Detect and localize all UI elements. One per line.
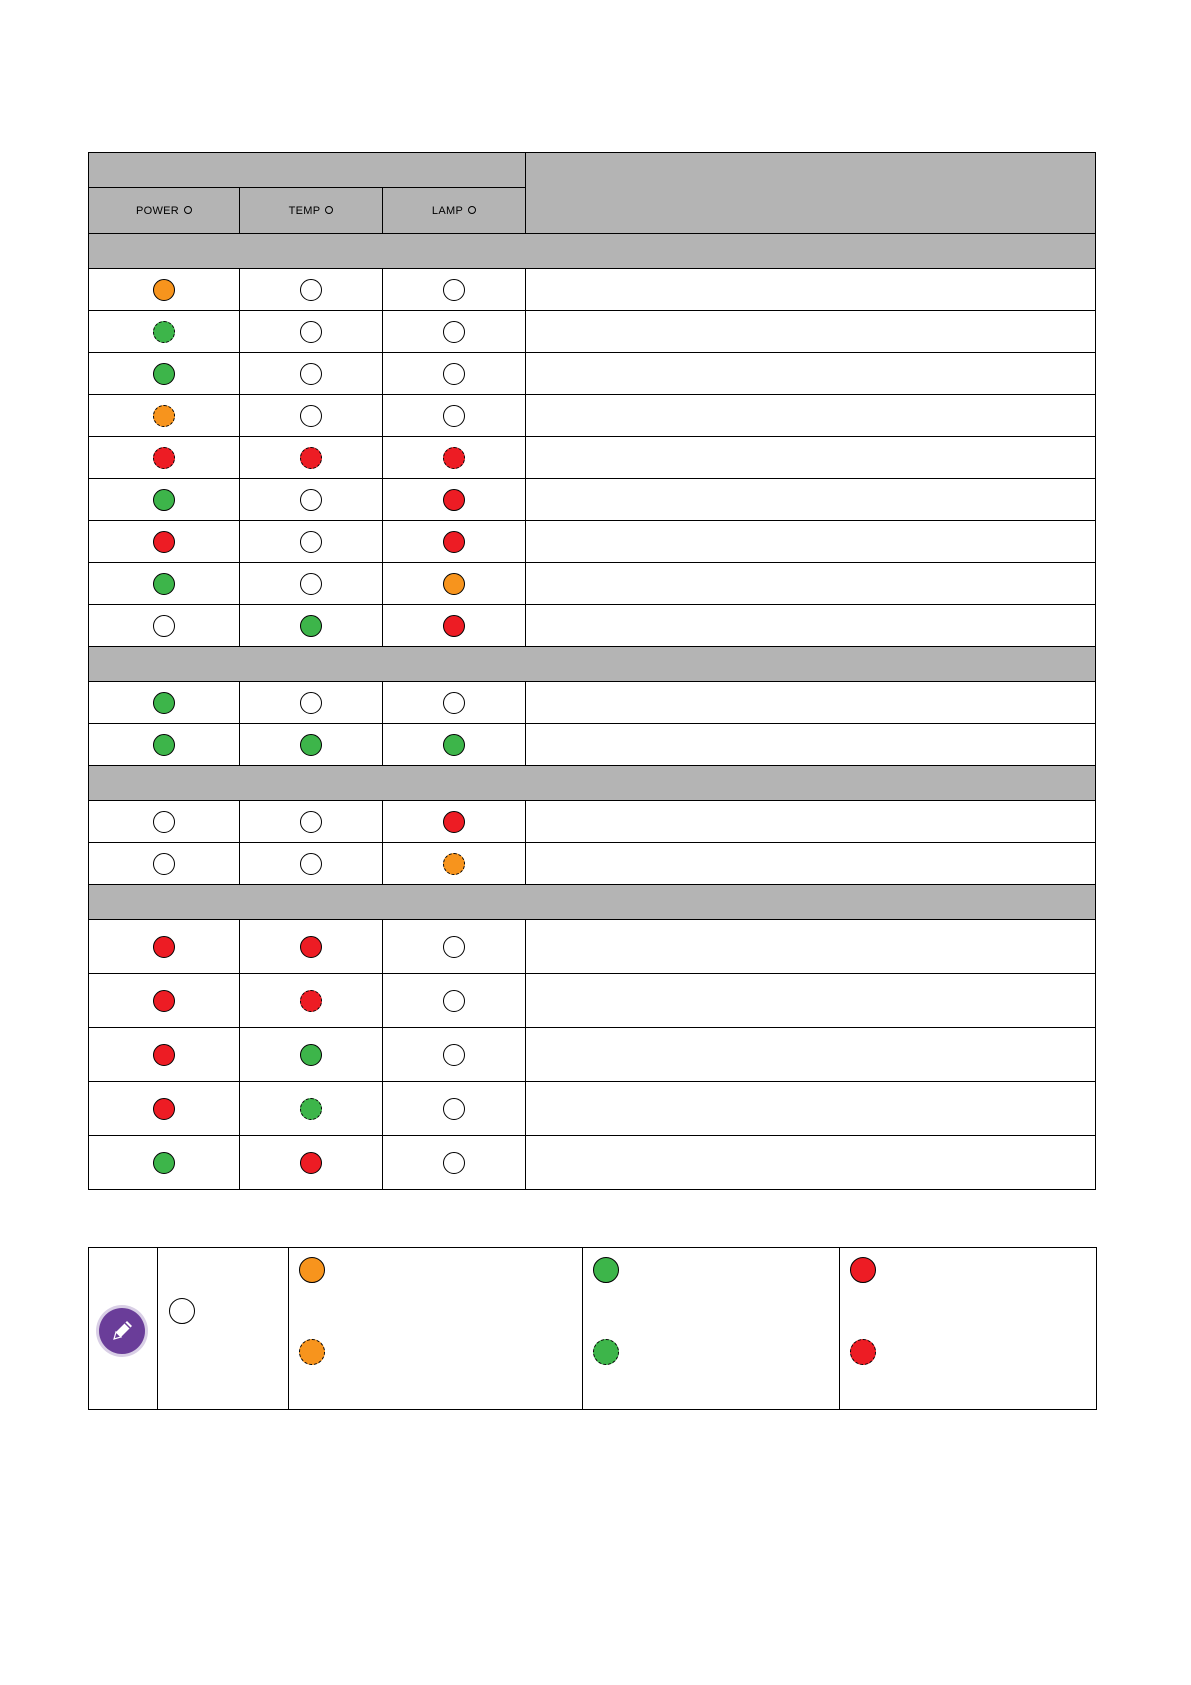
power-cell (89, 1082, 240, 1136)
lamp-cell (383, 974, 526, 1028)
temp-cell (240, 1082, 383, 1136)
temp-cell (240, 563, 383, 605)
lamp-cell (383, 1136, 526, 1190)
power-cell (89, 801, 240, 843)
power-cell (89, 353, 240, 395)
note-icon-cell (89, 1248, 158, 1410)
power-led-orange-flash-icon (153, 405, 175, 427)
power-led-off-icon (153, 853, 175, 875)
legend-orange-cell (289, 1248, 583, 1410)
temp-cell (240, 479, 383, 521)
status-description (526, 563, 1096, 605)
temp-led-off-icon (300, 811, 322, 833)
led-legend (88, 1247, 1097, 1410)
indicator-table (88, 152, 1096, 1190)
table-row (89, 1082, 1096, 1136)
power-led-off-icon (153, 615, 175, 637)
lamp-cell (383, 311, 526, 353)
temp-cell (240, 801, 383, 843)
table-row (89, 801, 1096, 843)
lamp-led-off-icon (443, 990, 465, 1012)
temp-led-off-icon (300, 363, 322, 385)
lamp-led-red-icon (443, 489, 465, 511)
power-cell (89, 1136, 240, 1190)
table-row (89, 920, 1096, 974)
status-description (526, 311, 1096, 353)
lamp-cell (383, 843, 526, 885)
table-row (89, 269, 1096, 311)
led-red-flash-icon (850, 1339, 876, 1365)
status-description (526, 353, 1096, 395)
section-header (89, 885, 1096, 920)
lamp-led-red-icon (443, 531, 465, 553)
status-description (526, 724, 1096, 766)
temp-led-off-icon (300, 853, 322, 875)
power-led-green-icon (153, 692, 175, 714)
power-cell (89, 395, 240, 437)
table-row (89, 1028, 1096, 1082)
power-led-red-icon (153, 990, 175, 1012)
indicator-dot-icon (325, 206, 333, 214)
table-row (89, 563, 1096, 605)
power-cell (89, 920, 240, 974)
temp-led-off-icon (300, 489, 322, 511)
lamp-led-red-icon (443, 811, 465, 833)
lamp-cell (383, 353, 526, 395)
temp-led-green-icon (300, 1044, 322, 1066)
status-description (526, 269, 1096, 311)
table-row (89, 521, 1096, 563)
lamp-cell (383, 563, 526, 605)
lamp-led-orange-icon (443, 573, 465, 595)
power-led-green-icon (153, 734, 175, 756)
temp-led-off-icon (300, 279, 322, 301)
power-cell (89, 563, 240, 605)
table-row (89, 311, 1096, 353)
table-row (89, 974, 1096, 1028)
status-description (526, 521, 1096, 563)
power-led-red-icon (153, 531, 175, 553)
lamp-label: LAMP (431, 204, 464, 217)
table-row (89, 843, 1096, 885)
lamp-led-red-icon (443, 615, 465, 637)
power-led-red-icon (153, 936, 175, 958)
temp-led-green-flash-icon (300, 1098, 322, 1120)
section-header-row (89, 647, 1096, 682)
temp-cell (240, 1136, 383, 1190)
temp-cell (240, 974, 383, 1028)
power-cell (89, 682, 240, 724)
lamp-led-off-icon (443, 1044, 465, 1066)
power-column-header (89, 188, 240, 234)
power-cell (89, 437, 240, 479)
lamp-cell (383, 920, 526, 974)
section-header-row (89, 766, 1096, 801)
lamp-cell (383, 521, 526, 563)
legend-off-cell (158, 1248, 289, 1410)
section-header-row (89, 885, 1096, 920)
lamp-cell (383, 395, 526, 437)
led-orange-flash-icon (299, 1339, 325, 1365)
temp-cell (240, 437, 383, 479)
temp-led-red-flash-icon (300, 990, 322, 1012)
indicator-dot-icon (468, 206, 476, 214)
power-cell (89, 1028, 240, 1082)
temp-led-off-icon (300, 531, 322, 553)
status-description (526, 843, 1096, 885)
power-led-red-icon (153, 1098, 175, 1120)
power-led-green-icon (153, 363, 175, 385)
temp-led-green-icon (300, 615, 322, 637)
status-description-header (526, 153, 1096, 234)
temp-led-red-icon (300, 1152, 322, 1174)
power-cell (89, 479, 240, 521)
temp-led-red-flash-icon (300, 447, 322, 469)
lamp-led-off-icon (443, 692, 465, 714)
status-description (526, 1028, 1096, 1082)
status-description (526, 395, 1096, 437)
temp-cell (240, 1028, 383, 1082)
section-header (89, 647, 1096, 682)
temp-cell (240, 521, 383, 563)
temp-cell (240, 269, 383, 311)
temp-led-off-icon (300, 321, 322, 343)
indicator-table-body (89, 234, 1096, 1190)
table-row (89, 479, 1096, 521)
temp-cell (240, 311, 383, 353)
temp-cell (240, 724, 383, 766)
status-description (526, 682, 1096, 724)
power-led-green-flash-icon (153, 321, 175, 343)
table-row (89, 605, 1096, 647)
power-led-green-icon (153, 1152, 175, 1174)
lamp-led-off-icon (443, 321, 465, 343)
table-row (89, 353, 1096, 395)
lamp-led-off-icon (443, 363, 465, 385)
power-led-orange-icon (153, 279, 175, 301)
temp-cell (240, 395, 383, 437)
lamp-led-red-flash-icon (443, 447, 465, 469)
power-cell (89, 521, 240, 563)
pencil-note-icon (99, 1308, 145, 1354)
lamp-cell (383, 1082, 526, 1136)
temp-led-green-icon (300, 734, 322, 756)
led-red-icon (850, 1257, 876, 1283)
led-off-icon (169, 1298, 195, 1324)
power-cell (89, 269, 240, 311)
table-row (89, 682, 1096, 724)
indicator-dot-icon (184, 206, 192, 214)
legend-green-cell (583, 1248, 840, 1410)
legend-red-cell (840, 1248, 1097, 1410)
temp-label: TEMP (288, 204, 321, 217)
temp-led-off-icon (300, 692, 322, 714)
section-header (89, 234, 1096, 269)
temp-cell (240, 682, 383, 724)
section-header-row (89, 234, 1096, 269)
led-green-flash-icon (593, 1339, 619, 1365)
power-cell (89, 974, 240, 1028)
indicator-group-header (89, 153, 526, 188)
status-description (526, 1082, 1096, 1136)
power-cell (89, 843, 240, 885)
status-description (526, 801, 1096, 843)
table-row (89, 437, 1096, 479)
table-row (89, 724, 1096, 766)
temp-cell (240, 353, 383, 395)
status-description (526, 1136, 1096, 1190)
status-description (526, 920, 1096, 974)
lamp-led-off-icon (443, 1098, 465, 1120)
power-label: POWER (135, 204, 180, 217)
lamp-cell (383, 724, 526, 766)
lamp-cell (383, 479, 526, 521)
lamp-cell (383, 269, 526, 311)
power-led-green-icon (153, 489, 175, 511)
power-cell (89, 311, 240, 353)
lamp-cell (383, 801, 526, 843)
status-description (526, 605, 1096, 647)
led-green-icon (593, 1257, 619, 1283)
lamp-cell (383, 437, 526, 479)
temp-cell (240, 605, 383, 647)
lamp-cell (383, 605, 526, 647)
temp-led-off-icon (300, 573, 322, 595)
lamp-column-header (383, 188, 526, 234)
temp-cell (240, 920, 383, 974)
lamp-led-off-icon (443, 279, 465, 301)
table-row (89, 395, 1096, 437)
temp-column-header (240, 188, 383, 234)
power-cell (89, 605, 240, 647)
lamp-led-green-icon (443, 734, 465, 756)
lamp-led-orange-flash-icon (443, 853, 465, 875)
temp-led-red-icon (300, 936, 322, 958)
status-description (526, 974, 1096, 1028)
lamp-led-off-icon (443, 405, 465, 427)
power-led-red-flash-icon (153, 447, 175, 469)
status-description (526, 437, 1096, 479)
led-orange-icon (299, 1257, 325, 1283)
table-row (89, 1136, 1096, 1190)
power-led-red-icon (153, 1044, 175, 1066)
lamp-cell (383, 682, 526, 724)
temp-cell (240, 843, 383, 885)
lamp-cell (383, 1028, 526, 1082)
temp-led-off-icon (300, 405, 322, 427)
power-led-green-icon (153, 573, 175, 595)
lamp-led-off-icon (443, 1152, 465, 1174)
lamp-led-off-icon (443, 936, 465, 958)
power-cell (89, 724, 240, 766)
status-description (526, 479, 1096, 521)
section-header (89, 766, 1096, 801)
power-led-off-icon (153, 811, 175, 833)
